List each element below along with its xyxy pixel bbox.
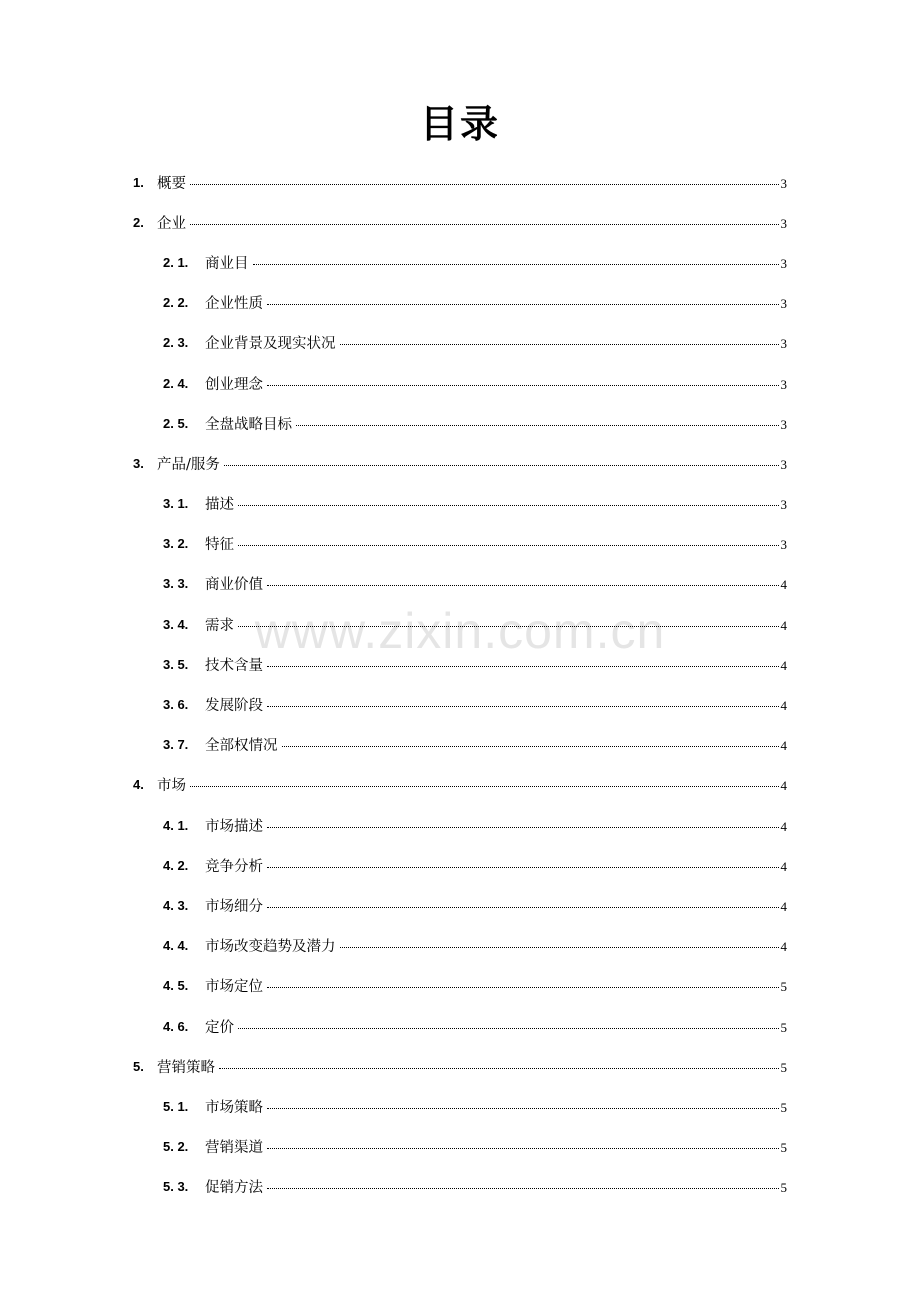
toc-entry-page-number: 4 xyxy=(780,778,787,794)
dot-leader xyxy=(190,786,779,787)
toc-entry-page-number: 4 xyxy=(780,898,787,914)
toc-entry-line xyxy=(205,1016,787,1037)
toc-entry[interactable] xyxy=(0,202,920,242)
toc-entry-line xyxy=(205,855,787,876)
toc-entry-page-number: 5 xyxy=(780,1099,787,1115)
toc-entry-text: 市场细分 xyxy=(205,898,263,915)
toc-entry-text: 全盘战略目标 xyxy=(205,416,292,433)
toc-entry-line xyxy=(205,935,787,956)
toc-entry[interactable] xyxy=(0,484,920,524)
toc-entry-number: 3. xyxy=(133,455,144,471)
toc-entry-text: 企业背景及现实状况 xyxy=(205,336,336,353)
dot-leader xyxy=(238,626,779,627)
dot-leader xyxy=(267,1148,779,1149)
toc-entry[interactable] xyxy=(0,363,920,403)
toc-entry-line xyxy=(205,373,787,394)
toc-entry-number: 2. 2. xyxy=(163,295,189,311)
toc-entry[interactable] xyxy=(0,564,920,604)
toc-entry-line xyxy=(205,815,787,836)
toc-entry-text: 企业 xyxy=(157,215,186,232)
toc-entry-line xyxy=(205,734,787,755)
toc-entry-number: 2. xyxy=(133,214,144,230)
toc-entry-page-number: 3 xyxy=(780,175,787,191)
toc-entry-line xyxy=(205,252,787,273)
toc-entry-text: 市场 xyxy=(157,778,186,795)
dot-leader xyxy=(267,867,779,868)
dot-leader xyxy=(340,947,779,948)
toc-entry[interactable] xyxy=(0,1046,920,1086)
toc-entry-page-number: 5 xyxy=(780,1059,787,1075)
toc-entry[interactable] xyxy=(0,966,920,1006)
toc-entry[interactable] xyxy=(0,242,920,282)
toc-entry-number: 3. 5. xyxy=(163,656,189,672)
toc-entry-number: 3. 7. xyxy=(163,737,189,753)
toc-entry-number: 3. 3. xyxy=(163,576,189,592)
dot-leader xyxy=(296,425,779,426)
dot-leader xyxy=(224,465,779,466)
toc-entry-line xyxy=(205,413,787,434)
toc-entry-number: 4. 3. xyxy=(163,897,189,913)
toc-entry-line xyxy=(205,533,787,554)
toc-entry-line xyxy=(205,332,787,353)
toc-entry-text: 市场描述 xyxy=(205,818,263,835)
toc-entry[interactable] xyxy=(0,885,920,925)
dot-leader xyxy=(267,666,779,667)
toc-entry[interactable] xyxy=(0,1006,920,1046)
toc-entry-text: 描述 xyxy=(205,497,234,514)
toc-entry-number: 2. 1. xyxy=(163,254,189,270)
toc-entry-number: 1. xyxy=(133,174,144,190)
toc-entry-text: 全部权情况 xyxy=(205,738,278,755)
toc-entry-number: 4. xyxy=(133,777,144,793)
toc-entry-number: 4. 4. xyxy=(163,938,189,954)
toc-entry-page-number: 4 xyxy=(780,738,787,754)
toc-entry-text: 竞争分析 xyxy=(205,858,263,875)
toc-entry-number: 3. 4. xyxy=(163,616,189,632)
toc-entry[interactable] xyxy=(0,644,920,684)
dot-leader xyxy=(267,907,779,908)
toc-entry[interactable] xyxy=(0,162,920,202)
toc-entry-line xyxy=(205,975,787,996)
toc-entry-page-number: 3 xyxy=(780,416,787,432)
toc-entry-page-number: 3 xyxy=(780,537,787,553)
dot-leader xyxy=(238,1028,779,1029)
dot-leader xyxy=(340,344,779,345)
toc-entry[interactable] xyxy=(0,926,920,966)
toc-entry-line xyxy=(157,774,787,795)
dot-leader xyxy=(219,1068,779,1069)
toc-entry-number: 5. 3. xyxy=(163,1179,189,1195)
toc-entry-text: 促销方法 xyxy=(205,1180,263,1197)
toc-entry[interactable] xyxy=(0,805,920,845)
dot-leader xyxy=(267,304,779,305)
dot-leader xyxy=(267,1188,779,1189)
dot-leader xyxy=(267,1108,779,1109)
toc-entry-number: 5. 1. xyxy=(163,1098,189,1114)
dot-leader xyxy=(282,746,779,747)
toc-entry[interactable] xyxy=(0,1167,920,1207)
dot-leader xyxy=(267,585,779,586)
dot-leader xyxy=(267,987,779,988)
toc-entry-line xyxy=(205,292,787,313)
toc-entry-text: 技术含量 xyxy=(205,657,263,674)
toc-entry-page-number: 3 xyxy=(780,296,787,312)
toc-entry-number: 4. 6. xyxy=(163,1018,189,1034)
toc-entry[interactable] xyxy=(0,1127,920,1167)
toc-entry-line xyxy=(205,694,787,715)
toc-entry[interactable] xyxy=(0,323,920,363)
toc-entry-line xyxy=(205,1096,787,1117)
toc-entry[interactable] xyxy=(0,403,920,443)
dot-leader xyxy=(267,827,779,828)
toc-entry-page-number: 4 xyxy=(780,939,787,955)
toc-entry-page-number: 4 xyxy=(780,698,787,714)
toc-entry-number: 4. 1. xyxy=(163,817,189,833)
dot-leader xyxy=(253,264,779,265)
toc-entry-page-number: 3 xyxy=(780,376,787,392)
dot-leader xyxy=(267,385,779,386)
toc-entry-text: 市场策略 xyxy=(205,1099,263,1116)
dot-leader xyxy=(190,224,779,225)
toc-entry-page-number: 5 xyxy=(780,979,787,995)
toc-entry-number: 3. 1. xyxy=(163,496,189,512)
dot-leader xyxy=(238,545,779,546)
dot-leader xyxy=(190,184,779,185)
toc-entry-text: 市场定位 xyxy=(205,979,263,996)
toc-entry-line xyxy=(205,654,787,675)
dot-leader xyxy=(267,706,779,707)
toc-entry[interactable] xyxy=(0,1086,920,1126)
toc-entry-page-number: 3 xyxy=(780,215,787,231)
toc-entry-number: 2. 4. xyxy=(163,375,189,391)
toc-entry-text: 定价 xyxy=(205,1019,234,1036)
toc-entry-page-number: 3 xyxy=(780,336,787,352)
toc-entry-text: 企业性质 xyxy=(205,296,263,313)
toc-entry-text: 市场改变趋势及潜力 xyxy=(205,939,336,956)
toc-entry[interactable] xyxy=(0,765,920,805)
toc-entry-page-number: 4 xyxy=(780,858,787,874)
toc-entry[interactable] xyxy=(0,524,920,564)
toc-entry-text: 商业价值 xyxy=(205,577,263,594)
toc-title: 目录 xyxy=(419,102,500,146)
toc-entry-number: 5. 2. xyxy=(163,1139,189,1155)
toc-entry-page-number: 5 xyxy=(780,1140,787,1156)
toc-entry-number: 3. 2. xyxy=(163,536,189,552)
toc-entry-page-number: 4 xyxy=(780,617,787,633)
toc-list xyxy=(0,162,920,1207)
toc-entry-line xyxy=(205,493,787,514)
toc-entry-text: 特征 xyxy=(205,537,234,554)
toc-entry[interactable] xyxy=(0,845,920,885)
toc-entry[interactable] xyxy=(0,684,920,724)
toc-entry-line xyxy=(205,573,787,594)
toc-entry[interactable] xyxy=(0,283,920,323)
toc-entry-number: 5. xyxy=(133,1058,144,1074)
toc-entry-page-number: 4 xyxy=(780,818,787,834)
toc-entry-page-number: 5 xyxy=(780,1019,787,1035)
watermark: www.zixin.com.cn xyxy=(254,603,666,659)
toc-entry-text: 产品/服务 xyxy=(157,456,220,473)
toc-entry-text: 发展阶段 xyxy=(205,698,263,715)
dot-leader xyxy=(238,505,779,506)
toc-entry-line xyxy=(205,1176,787,1197)
toc-entry-line xyxy=(157,453,787,474)
toc-entry-text: 商业目 xyxy=(205,255,249,272)
toc-entry-number: 4. 5. xyxy=(163,978,189,994)
toc-entry[interactable] xyxy=(0,725,920,765)
toc-entry-page-number: 4 xyxy=(780,657,787,673)
toc-entry-page-number: 3 xyxy=(780,255,787,271)
toc-entry-text: 营销渠道 xyxy=(205,1140,263,1157)
toc-entry-line xyxy=(205,895,787,916)
toc-entry-text: 创业理念 xyxy=(205,376,263,393)
toc-entry-line xyxy=(205,1136,787,1157)
toc-entry[interactable] xyxy=(0,604,920,644)
toc-entry-page-number: 4 xyxy=(780,577,787,593)
toc-entry-page-number: 3 xyxy=(780,456,787,472)
toc-entry-line xyxy=(157,172,787,193)
toc-entry[interactable] xyxy=(0,443,920,483)
toc-entry-line xyxy=(205,614,787,635)
toc-entry-page-number: 3 xyxy=(780,497,787,513)
toc-entry-page-number: 5 xyxy=(780,1180,787,1196)
toc-entry-line xyxy=(157,212,787,233)
toc-entry-number: 2. 3. xyxy=(163,335,189,351)
toc-entry-text: 概要 xyxy=(157,175,186,192)
toc-entry-number: 2. 5. xyxy=(163,415,189,431)
toc-entry-number: 4. 2. xyxy=(163,857,189,873)
toc-entry-line xyxy=(157,1056,787,1077)
toc-entry-text: 营销策略 xyxy=(157,1059,215,1076)
toc-entry-number: 3. 6. xyxy=(163,697,189,713)
toc-entry-text: 需求 xyxy=(205,617,234,634)
